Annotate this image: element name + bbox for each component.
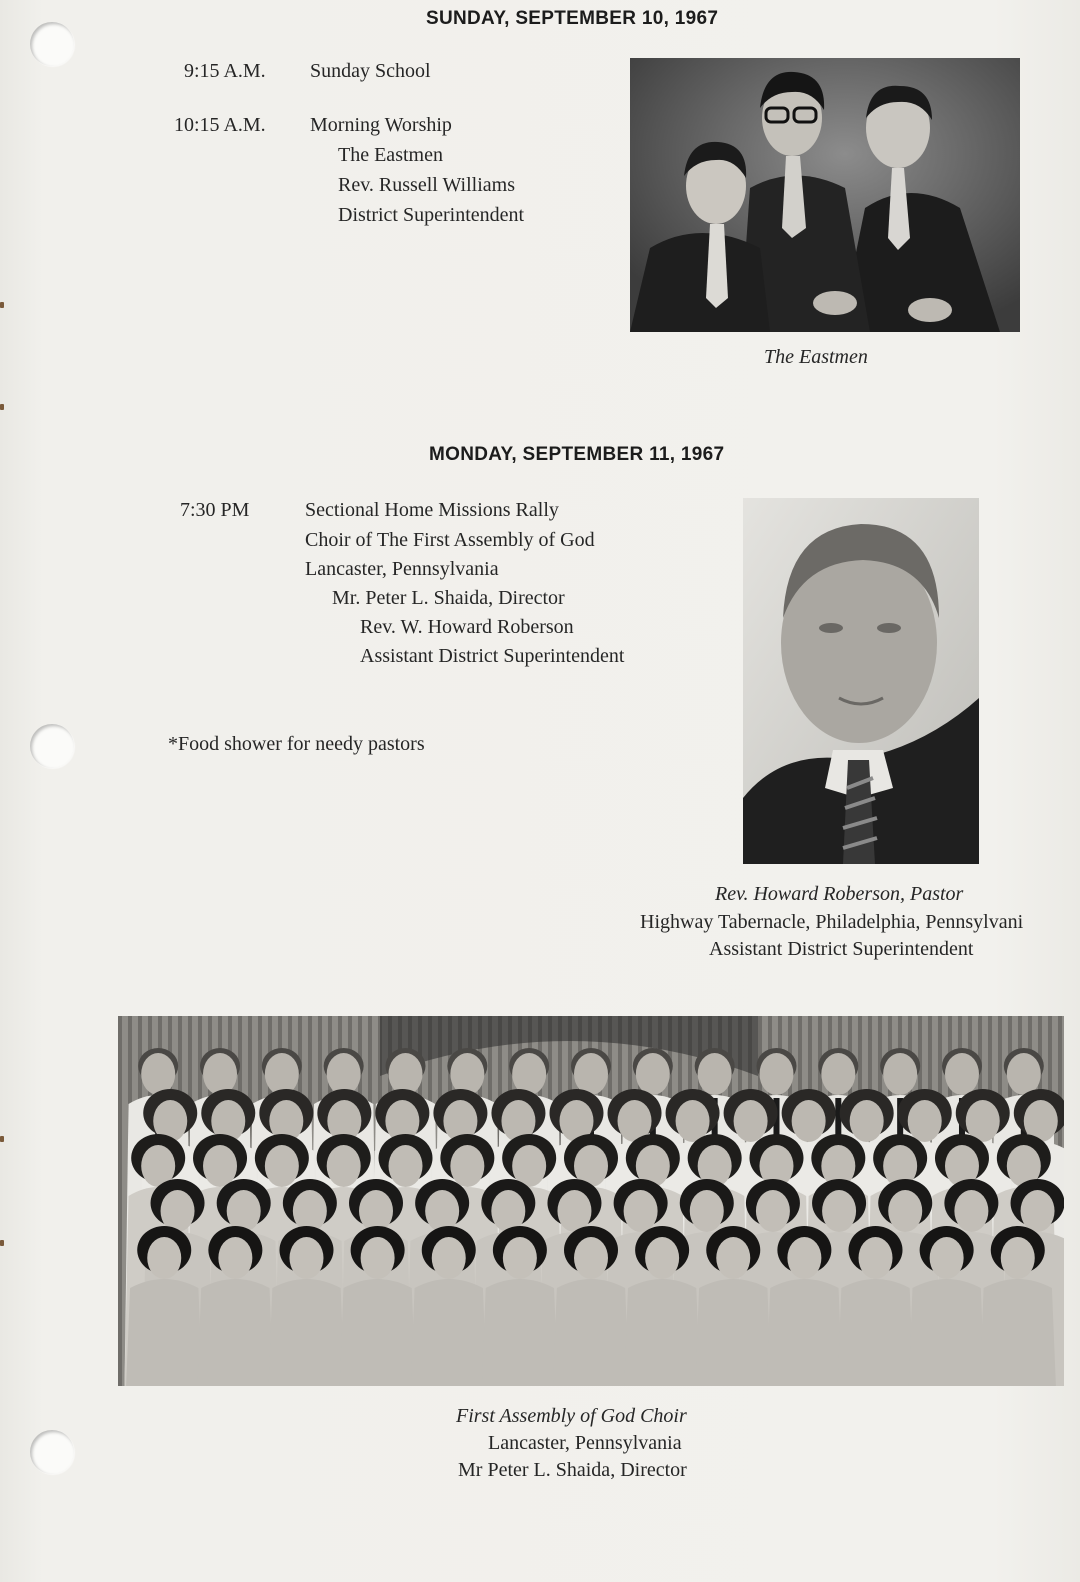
choir-member-body <box>980 1279 1056 1386</box>
punch-hole-top <box>30 22 74 66</box>
choir-member-face <box>792 1100 826 1142</box>
choir-member-face <box>512 1053 546 1095</box>
choir-member-face <box>850 1100 884 1142</box>
choir-member-face <box>698 1053 732 1095</box>
choir-member-face <box>821 1053 855 1095</box>
schedule-time: 10:15 A.M. <box>174 114 266 136</box>
choir-member-face <box>265 1053 299 1095</box>
portrait-caption-name: Rev. Howard Roberson, Pastor <box>715 883 964 905</box>
choir-member-face <box>1001 1237 1035 1279</box>
schedule-event: Morning Worship <box>310 114 452 136</box>
choir-member-body <box>268 1279 344 1386</box>
choir-caption-location: Lancaster, Pennsylvania <box>488 1432 682 1454</box>
choir-member-body <box>197 1279 273 1386</box>
choir-member-face <box>432 1237 466 1279</box>
choir-member-face <box>908 1100 942 1142</box>
choir-caption-director: Mr Peter L. Shaida, Director <box>458 1459 687 1481</box>
choir-member-body <box>766 1279 842 1386</box>
schedule-detail: The Eastmen <box>338 144 443 166</box>
choir-member-face <box>389 1053 423 1095</box>
choir-member-face <box>359 1190 393 1232</box>
schedule-detail: Assistant District Superintendent <box>360 645 625 667</box>
choir-member-face <box>327 1145 361 1187</box>
choir-member-face <box>293 1190 327 1232</box>
choir-member-face <box>624 1190 658 1232</box>
choir-member-face <box>883 1053 917 1095</box>
binding-mark <box>0 1240 4 1246</box>
choir-member-face <box>574 1237 608 1279</box>
choir-member-face <box>756 1190 790 1232</box>
punch-hole-bottom <box>30 1430 74 1474</box>
choir-member-face <box>361 1237 395 1279</box>
choir-member-face <box>203 1145 237 1187</box>
schedule-detail: District Superintendent <box>338 204 525 226</box>
choir-member-face <box>450 1053 484 1095</box>
schedule-time: 7:30 PM <box>180 499 250 521</box>
choir-member-body <box>553 1279 629 1386</box>
choir-member-face <box>147 1237 181 1279</box>
choir-member-face <box>859 1237 893 1279</box>
choir-member-body <box>908 1279 984 1386</box>
schedule-detail: Rev. Russell Williams <box>338 174 515 196</box>
choir-member-face <box>734 1100 768 1142</box>
sunday-heading: SUNDAY, SEPTEMBER 10, 1967 <box>426 8 719 29</box>
choir-member-body <box>837 1279 913 1386</box>
choir-member-face <box>930 1237 964 1279</box>
choir-member-face <box>787 1237 821 1279</box>
choir-member-face <box>203 1053 237 1095</box>
punch-hole-middle <box>30 724 74 768</box>
choir-member-face <box>161 1190 195 1232</box>
choir-member-body <box>482 1279 558 1386</box>
choir-member-face <box>945 1053 979 1095</box>
portrait-caption-church: Highway Tabernacle, Philadelphia, Pennsylvani <box>640 911 1024 933</box>
choir-member-face <box>425 1190 459 1232</box>
choir-member-face <box>676 1100 710 1142</box>
choir-member-face <box>645 1237 679 1279</box>
choir-member-face <box>227 1190 261 1232</box>
choir-member-face <box>503 1237 537 1279</box>
choir-member-face <box>141 1053 175 1095</box>
choir-member-face <box>450 1145 484 1187</box>
choir-member-face <box>888 1190 922 1232</box>
choir-photo <box>118 1016 1064 1386</box>
choir-member-face <box>557 1190 591 1232</box>
eastmen-photo <box>630 58 1020 332</box>
portrait-caption-title: Assistant District Superintendent <box>709 938 974 960</box>
choir-member-face <box>289 1237 323 1279</box>
choir-member-face <box>716 1237 750 1279</box>
binding-mark <box>0 404 4 410</box>
choir-member-face <box>265 1145 299 1187</box>
schedule-detail: Lancaster, Pennsylvania <box>305 558 499 580</box>
choir-member-face <box>822 1190 856 1232</box>
schedule-detail: Mr. Peter L. Shaida, Director <box>332 587 565 609</box>
choir-caption-title: First Assembly of God Choir <box>456 1405 687 1427</box>
choir-member-body <box>695 1279 771 1386</box>
schedule-event: Sunday School <box>310 60 431 82</box>
choir-member-body <box>411 1279 487 1386</box>
schedule-detail: Choir of The First Assembly of God <box>305 529 595 551</box>
choir-member-face <box>218 1237 252 1279</box>
choir-member-face <box>491 1190 525 1232</box>
choir-member-face <box>327 1053 361 1095</box>
roberson-portrait <box>743 498 979 864</box>
choir-member-face <box>574 1053 608 1095</box>
choir-member-body <box>624 1279 700 1386</box>
eastmen-caption: The Eastmen <box>764 346 868 368</box>
choir-member-face <box>1021 1190 1055 1232</box>
schedule-time: 9:15 A.M. <box>184 60 266 82</box>
choir-member-body <box>126 1279 202 1386</box>
choir-member-face <box>636 1053 670 1095</box>
choir-member-face <box>1007 1053 1041 1095</box>
binding-mark <box>0 1136 4 1142</box>
binding-mark <box>0 302 4 308</box>
schedule-detail: Rev. W. Howard Roberson <box>360 616 574 638</box>
choir-member-face <box>389 1145 423 1187</box>
choir-member-face <box>759 1053 793 1095</box>
food-shower-note: *Food shower for needy pastors <box>168 733 425 755</box>
choir-member-face <box>954 1190 988 1232</box>
schedule-event: Sectional Home Missions Rally <box>305 499 559 521</box>
choir-member-face <box>690 1190 724 1232</box>
monday-heading: MONDAY, SEPTEMBER 11, 1967 <box>429 444 725 465</box>
choir-member-body <box>339 1279 415 1386</box>
